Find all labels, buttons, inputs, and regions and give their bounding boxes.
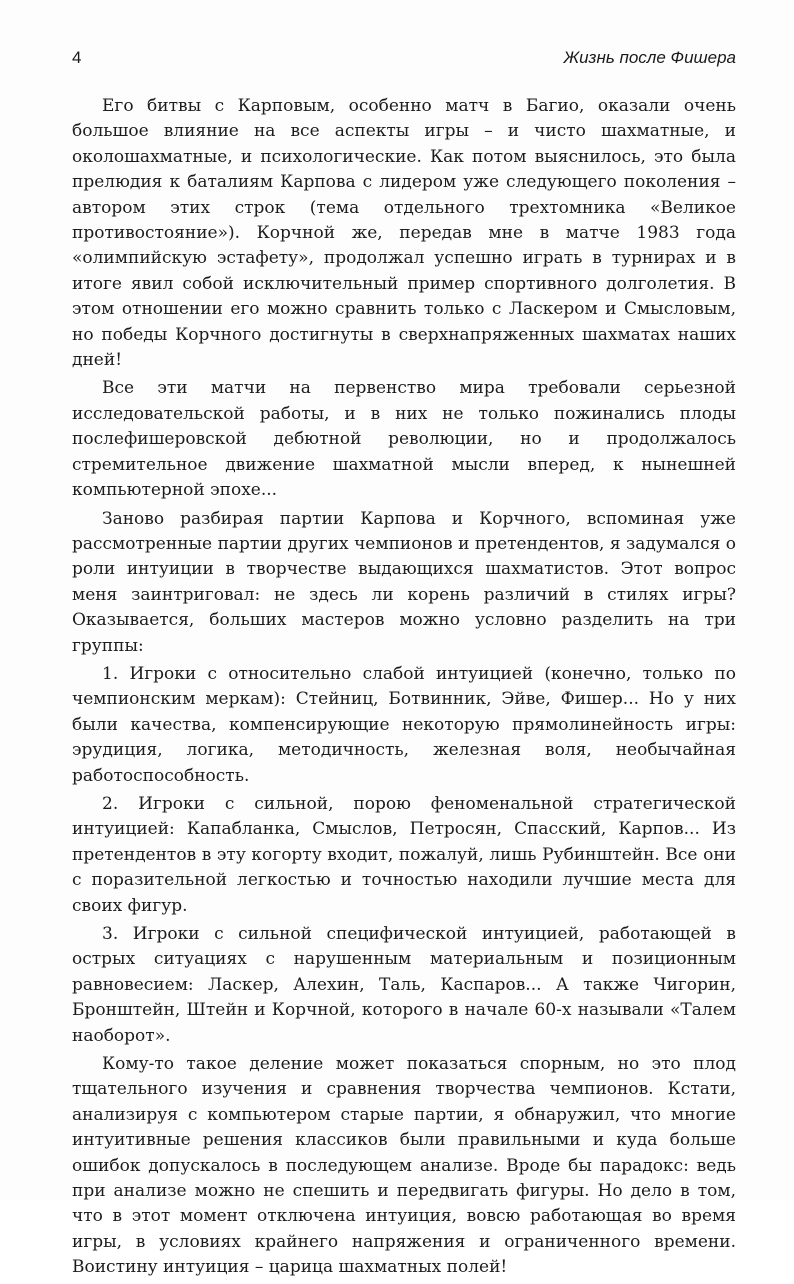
- list-item-group-1: 1. Игроки с относительно слабой интуицией (конечно, только по чемпионским меркам): Стейниц, Ботвинник, Эйве, Фишер... Но у них были качества, компенсирующие некоторую прямолинейность игры: эрудиция, логика, методичность, железная воля, необычайная работоспособность.: [72, 663, 736, 786]
- paragraph: Заново разбирая партии Карпова и Корчного, вспоминая уже рассмотренные партии других чемпионов и претендентов, я задумался о роли интуиции в творчестве выдающихся шахматистов. Этот вопрос меня заинтриговал: не здесь ли корень различий в стилях игры? Оказывается, больших мастеров можно условно разделить на три группы:: [72, 508, 736, 656]
- paragraph: Все эти матчи на первенство мира требовали серьезной исследовательской работы, и в них не только пожинались плоды послефишеровской дебютной революции, но и продолжалось стремительное движение шахматной мысли вперед, к нынешней компьютерной эпохе...: [72, 378, 736, 501]
- paragraph: Кому-то такое деление может показаться спорным, но это плод тщательного изучения и сравнения творчества чемпионов. Кстати, анализируя с компьютером старые партии, я обнаружил, что многие интуитивные решения классиков были правильными и куда больше ошибок допускалось в последующем анализе. Вроде бы парадокс: ведь при анализе можно не спешить и передвигать фигуры. Но дело в том, что в этот момент отключена интуиция, вовсю работающая во время игры, в условиях крайнего напряжения и ограниченного времени. Воистину интуиция – царица шахматных полей!: [72, 1054, 736, 1278]
- running-title: Жизнь после Фишера: [563, 48, 736, 67]
- list-item-group-2: 2. Игроки с сильной, порою феноменальной стратегической интуицией: Капабланка, Смыслов, Петросян, Спасский, Карпов... Из претендентов в эту когорту входит, пожалуй, лишь Рубинштейн. Все они с поразительной легкостью и точностью находили лучшие места для своих фигур.: [72, 793, 736, 916]
- page-number: 4: [72, 48, 82, 67]
- body-text: [72, 94, 736, 1284]
- paragraph: Его битвы с Карповым, особенно матч в Багио, оказали очень большое влияние на все аспекты игры – и чисто шахматные, и околошахматные, и психологические. Как потом выяснилось, это была прелюдия к баталиям Карпова с лидером уже следующего поколения – автором этих строк (тема отдельного трехтомника «Великое противостояние»). Корчной же, передав мне в матче 1983 года «олимпийскую эстафету», продолжал успешно играть в турнирах и в итоге явил собой исключительный пример спортивного долголетия. В этом отношении его можно сравнить только с Ласкером и Смысловым, но победы Корчного достигнуты в сверхнапряженных шахматах наших дней!: [72, 96, 736, 371]
- page-header: [72, 48, 736, 72]
- list-item-group-3: 3. Игроки с сильной специфической интуицией, работающей в острых ситуациях с нарушенным материальным и позиционным равновесием: Ласкер, Алехин, Таль, Каспаров... А также Чигорин, Бронштейн, Штейн и Корчной, которого в начале 60-х называли «Талем наоборот».: [72, 924, 736, 1046]
